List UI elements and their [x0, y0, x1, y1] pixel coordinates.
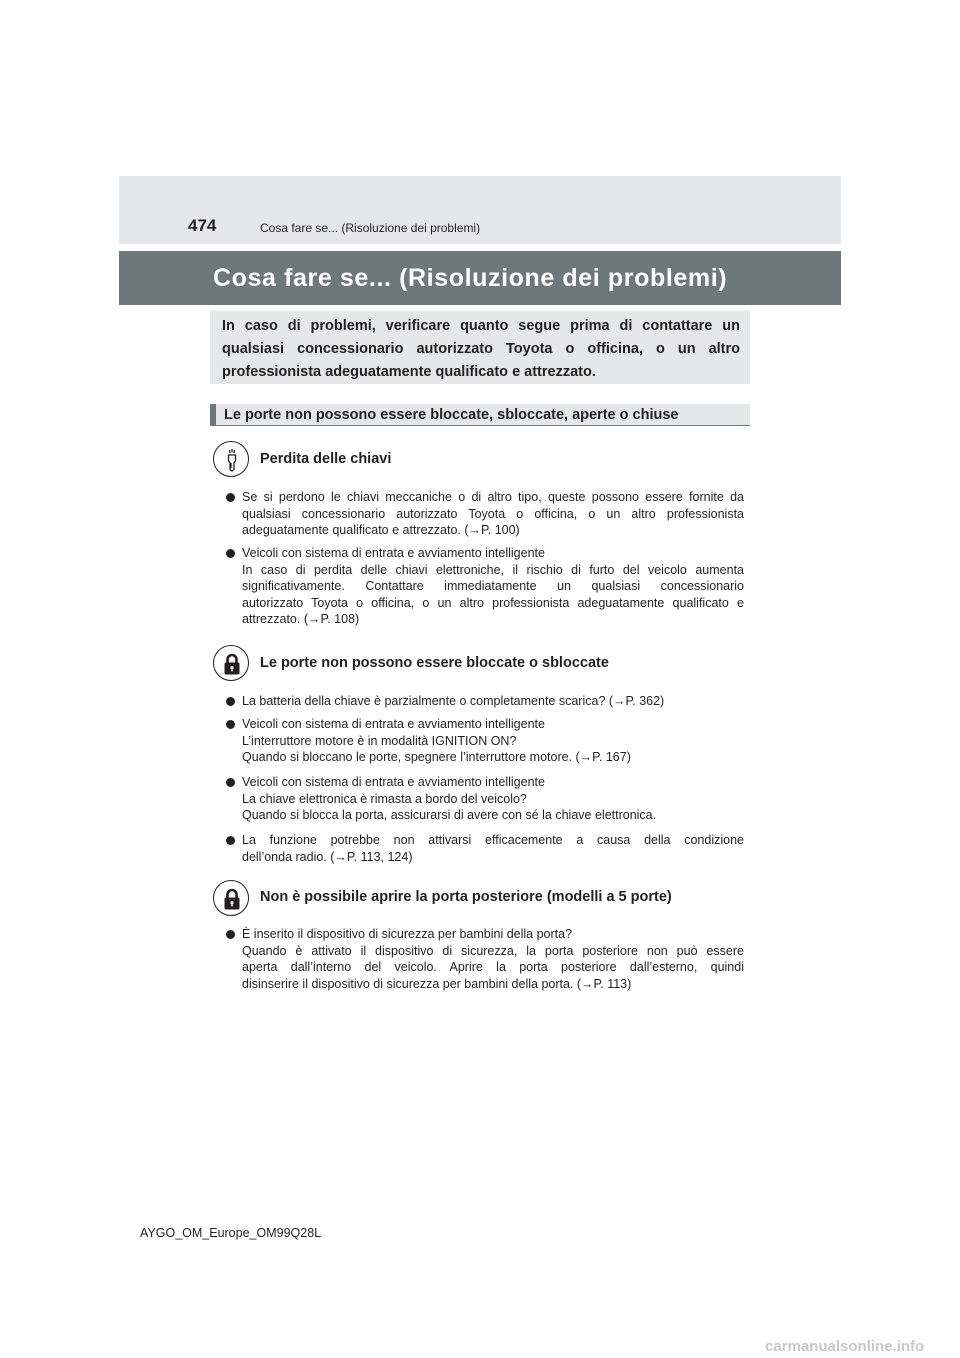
running-head: Cosa fare se... (Risoluzione dei problemi) — [260, 221, 481, 235]
item-line: Veicoli con sistema di entrata e avviamento intelligente — [242, 546, 545, 560]
item-line: aperta dall’interno del veicolo. Aprire la porta posteriore dall’esterno, quindi — [242, 960, 744, 974]
section-heading — [210, 404, 750, 426]
lock-icon — [213, 880, 249, 916]
item-line: attrezzato. (→P. 108) — [242, 612, 360, 626]
item-line: Veicoli con sistema di entrata e avviamento intelligente — [242, 775, 545, 789]
lock-icon — [213, 645, 249, 681]
item-line: autorizzato Toyota o officina, o un altro professionista adeguatamente qualificato e — [242, 595, 744, 610]
item-line: È inserito il dispositivo di sicurezza per bambini della porta? — [242, 927, 573, 941]
section-heading-bar — [210, 404, 216, 425]
item-line: L’interruttore motore è in modalità IGNITION ON? — [242, 733, 517, 748]
list-item — [226, 774, 744, 824]
key-icon — [213, 441, 249, 477]
bullet-icon — [226, 778, 235, 787]
list-item — [226, 832, 744, 865]
bullet-icon — [226, 836, 235, 845]
subsection-title-lost-keys: Perdita delle chiavi — [260, 451, 392, 467]
bullet-icon — [226, 697, 235, 706]
item-line: significativamente. Contattare immediatamente un qualsiasi concessionario — [242, 579, 744, 593]
footer-document-id: AYGO_OM_Europe_OM99Q28L — [140, 1226, 322, 1240]
bullet-icon — [226, 493, 235, 502]
list-item — [226, 926, 744, 992]
list-item — [226, 693, 744, 710]
bullet-icon — [226, 549, 235, 558]
bullet-icon — [226, 720, 235, 729]
intro-text: In caso di problemi, verificare quanto segue prima di contattare un qualsiasi concessionario autorizzato Toyota o officina, o un altro professionista adeguatamente qualificato e attrezzato. — [222, 318, 740, 380]
item-line: dell’onda radio. (→P. 113, 124) — [242, 849, 413, 864]
bullet-icon — [226, 930, 235, 939]
watermark: carmanualsonline.info — [765, 1338, 925, 1355]
item-line: La batteria della chiave è parzialmente o completamente scarica? (→P. 362) — [242, 694, 665, 708]
subsection-title-rear-door: Non è possibile aprire la porta posteriore (modelli a 5 porte) — [260, 889, 672, 905]
item-line: disinserire il dispositivo di sicurezza per bambini della porta. (→P. 113) — [242, 976, 632, 991]
list-item — [226, 716, 744, 766]
item-line: Quando è attivato il dispositivo di sicurezza, la porta posteriore non può essere — [242, 943, 744, 958]
page-title: Cosa fare se... (Risoluzione dei problemi) — [213, 264, 728, 292]
item-line: adeguatamente qualificato e attrezzato. (→P. 100) — [242, 523, 520, 537]
item-line: La chiave elettronica è rimasta a bordo del veicolo? — [242, 791, 527, 806]
subsection-title-lock-unlock: Le porte non possono essere bloccate o sbloccate — [260, 655, 609, 671]
list-item — [226, 545, 744, 628]
item-line: qualsiasi concessionario autorizzato Toyota o officina, o un altro professionista — [242, 506, 744, 521]
item-line: Quando si bloccano le porte, spegnere l’interruttore motore. (→P. 167) — [242, 750, 631, 764]
item-line: Veicoli con sistema di entrata e avviamento intelligente — [242, 717, 545, 731]
page-number: 474 — [188, 216, 217, 235]
item-line: La funzione potrebbe non attivarsi efficacemente a causa della condizione — [242, 833, 744, 847]
item-line: Quando si blocca la porta, assicurarsi di avere con sé la chiave elettronica. — [242, 808, 657, 822]
section-heading-label: Le porte non possono essere bloccate, sbloccate, aperte o chiuse — [224, 407, 679, 423]
item-line: Se si perdono le chiavi meccaniche o di altro tipo, queste possono essere fornite da — [242, 490, 744, 504]
item-line: In caso di perdita delle chiavi elettroniche, il rischio di furto del veicolo aumenta — [242, 562, 744, 577]
list-item — [226, 489, 744, 539]
